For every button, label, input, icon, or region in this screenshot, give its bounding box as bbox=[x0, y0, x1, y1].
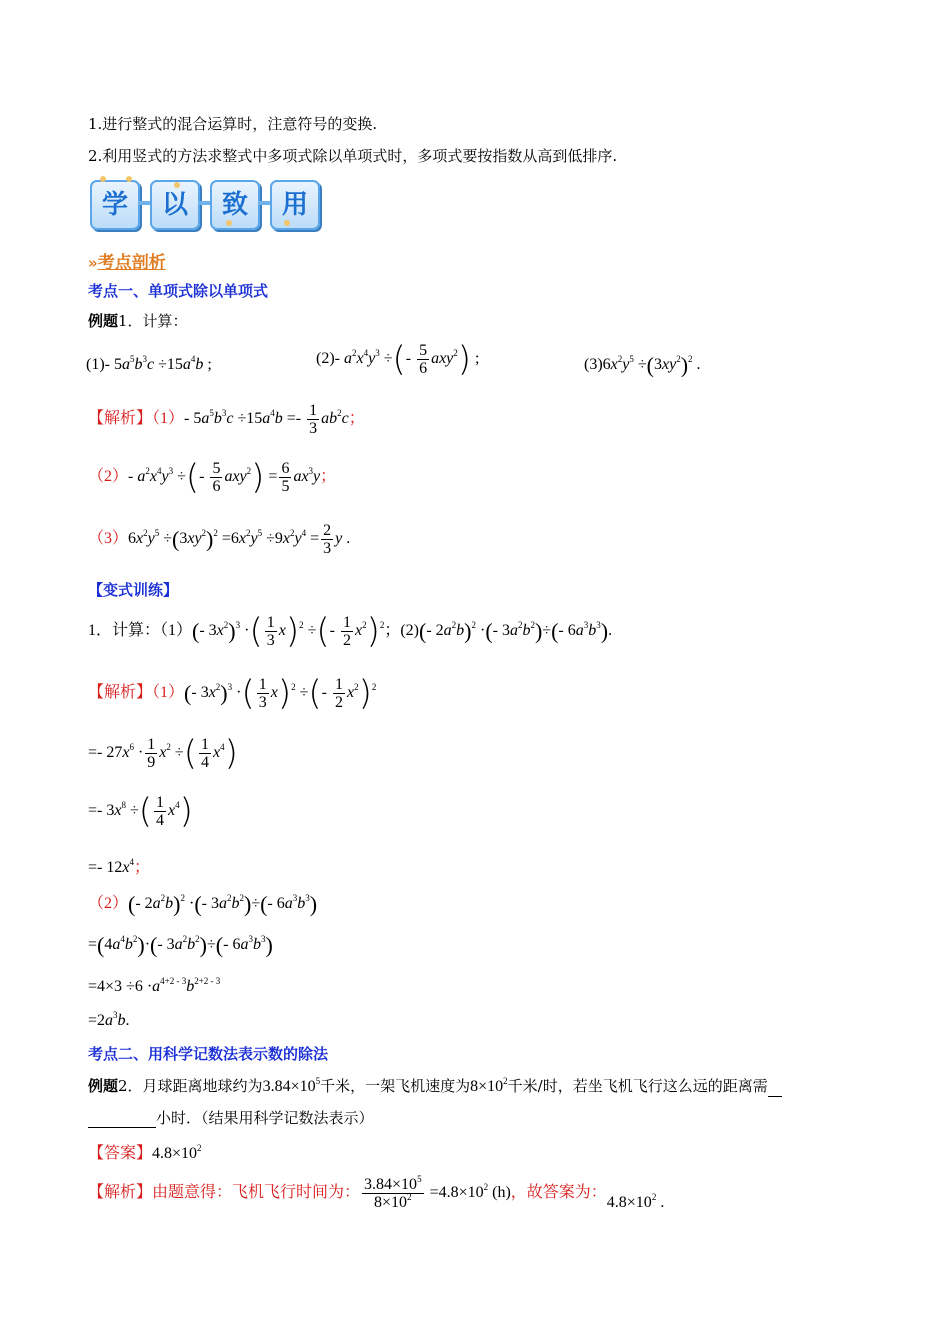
solution-text: 由题意得：飞机飞行时间为： bbox=[152, 1184, 361, 1202]
practice-step-3: =- $12x^4$； bbox=[88, 857, 150, 876]
banner-char-3: 致 bbox=[210, 180, 260, 230]
answer-value: 4.8×10 bbox=[152, 1145, 198, 1162]
practice-solution-1: 【解析】（1）(- $3x^2)^3$ ·( $\frac{1}{3}$ x)$^2$ ÷(- $\frac{1}{2}$ $x^2)^2$ bbox=[88, 673, 377, 714]
answer-blank-cont[interactable] bbox=[88, 1113, 156, 1128]
example-1-prompt: 1．计算： bbox=[118, 312, 188, 330]
decor-dot bbox=[174, 182, 180, 188]
solution-1-2: （2）- $a^2x^4y^3$ ÷(- $\frac{5}{6}$ axy$^2$) = $\frac{6}{5}$ $ax^3y$； bbox=[88, 457, 337, 498]
note-2: 2.利用竖式的方法求整式中多项式除以单项式时，多项式要按指数从高到低排序. bbox=[88, 147, 618, 165]
example-2-part-b: 千米，一架飞机速度为 bbox=[320, 1077, 471, 1095]
analysis-tag: 【解析】 bbox=[88, 684, 153, 702]
problem-number: (3) bbox=[584, 356, 603, 373]
answer-blank[interactable] bbox=[768, 1082, 782, 1097]
practice-title: 【变式训练】 bbox=[88, 581, 179, 599]
practice-prompt: 1．计算：（1） bbox=[88, 622, 193, 640]
banner-char-4: 用 bbox=[270, 180, 320, 230]
solution-number: （1） bbox=[152, 684, 185, 702]
banner-char-2: 以 bbox=[150, 180, 200, 230]
example-1-heading bbox=[88, 311, 188, 331]
example-label: 例题 bbox=[88, 312, 119, 330]
decor-dot bbox=[126, 176, 132, 182]
note-1: 1.进行整式的混合运算时，注意符号的变换. bbox=[88, 115, 378, 133]
solution-number: （1） bbox=[152, 410, 185, 428]
practice-part-2: ；(2) bbox=[384, 622, 419, 640]
decor-dot bbox=[226, 220, 232, 226]
xue-yi-zhi-yong-banner bbox=[88, 176, 318, 232]
analysis-tag: 【解析】 bbox=[88, 1184, 153, 1202]
example-2-part-a: 2．月球距离地球约为 bbox=[118, 1077, 263, 1095]
practice-step-1: =- $27x^6$ · $\frac{1}{9}$ $x^2$ ÷( $\frac{1}{4}$ $x^4$) bbox=[88, 733, 238, 774]
example-2-part-d: 小时．（结果用科学记数法表示） bbox=[156, 1109, 374, 1127]
example-label: 例题 bbox=[88, 1077, 119, 1095]
practice-step-2: =- $3x^8$ ÷( $\frac{1}{4}$ $x^4$) bbox=[88, 791, 193, 832]
problem-1-1: (1)- $5a^5b^3c \div 15a^4b$ ; bbox=[86, 354, 212, 373]
practice-step-6: $=2a^3b$. bbox=[88, 1010, 130, 1029]
answer-exponent: 2 bbox=[197, 1143, 202, 1153]
double-chevron-icon: » bbox=[88, 254, 98, 272]
section-title: 考点剖析 bbox=[97, 253, 166, 273]
solution-tail: ，故答案为： bbox=[510, 1184, 607, 1202]
practice-question: 1．计算：（1）(- $3x^2)^3$ ·( $\frac{1}{3}$ x)$^2$ ÷(- $\frac{1}{2}$ $x^2)^2$；(2)(- $2a^2b)^2$ ·(- $3a^2b^2)\div(-$ $6a^3b^3$). bbox=[88, 611, 613, 652]
section-header bbox=[88, 248, 166, 273]
analysis-tag: 【解析】 bbox=[88, 410, 153, 428]
topic-2-title: 考点二、用科学记数法表示数的除法 bbox=[88, 1045, 329, 1063]
example-2-text: 例题2．月球距离地球约为$3.84\times 10^5$千米，一架飞机速度为$8\times 10^2$千米/时，若坐飞机飞行这么远的距离需 bbox=[88, 1076, 782, 1097]
decor-dot bbox=[284, 220, 290, 226]
problem-number: (1) bbox=[86, 356, 105, 373]
practice-step-5: $=4\times 3 \div 6 \cdot a^{4+2 - 3}b^{2+2 - 3}$ bbox=[88, 976, 221, 995]
practice-solution-2: （2）(- $2a^2b)^2$ ·(- $3a^2b^2)\div(-$ $6a^3b^3$) bbox=[88, 891, 318, 917]
example-2-solution: 【解析】由题意得：飞机飞行时间为： $\frac{3.84\times 10^5}{8\times 10^2}$ $=4.8\times 10^2$ (h)，故答案为：$4.8\times 10^2$ . bbox=[88, 1174, 665, 1212]
answer-tag: 【答案】 bbox=[88, 1145, 153, 1162]
decor-dot bbox=[100, 176, 106, 182]
problem-1-2: (2)- $a^2x^4y^3$ ÷(- $\frac{5}{6}$ axy$^2$) ; bbox=[316, 339, 480, 380]
practice-step-4: $=(4a^4b^2)\cdot(-$ $3a^2b^2)\div(-$ $6a^3b^3$) bbox=[88, 932, 273, 958]
solution-number: （3） bbox=[88, 530, 129, 548]
solution-number: （2） bbox=[88, 895, 129, 912]
example-2-answer bbox=[88, 1140, 202, 1163]
solution-1-1: 【解析】（1）- $5a^5b^3c \div 15a^4b$ =- $\frac{1}{3}$ $ab^2c$； bbox=[88, 402, 365, 437]
solution-1-3: $(3)6x^2y^5 \div(3xy^2)^2 =6x^2y^5 \div 9x^2y^4$ = $\frac{2}{3}$ y . bbox=[88, 522, 351, 557]
example-2-part-c: 千米/时，若坐飞机飞行这么远的距离需 bbox=[507, 1077, 768, 1095]
solution-number: （2） bbox=[88, 468, 129, 486]
example-2-text-cont bbox=[88, 1108, 374, 1128]
topic-1-title: 考点一、单项式除以单项式 bbox=[88, 282, 269, 300]
problem-1-3: $(3)6x^2y^5 \div(3xy^2)^2$ . bbox=[584, 352, 701, 378]
banner-char-1: 学 bbox=[90, 180, 140, 230]
problem-number: (2) bbox=[316, 350, 335, 368]
